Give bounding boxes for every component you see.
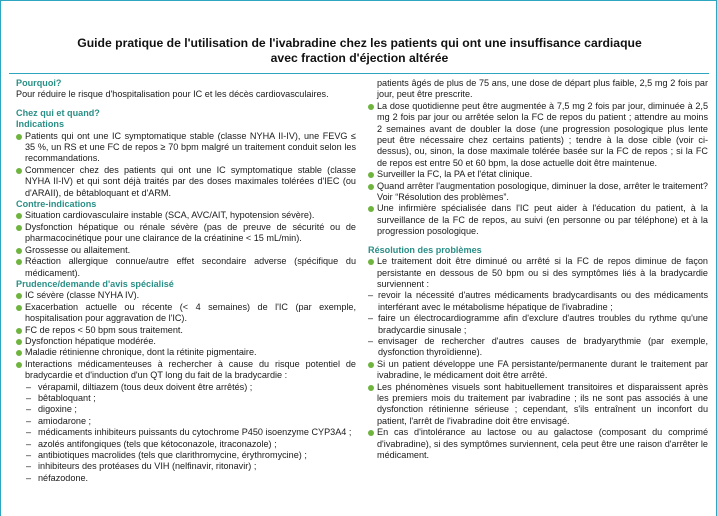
- list-item: – antibiotiques macrolides (tels que clarithromycine, érythromycine) ;: [16, 450, 356, 461]
- list-item: Surveiller la FC, la PA et l'état clinique.: [368, 169, 708, 180]
- continued-text: patients âgés de plus de 75 ans, une dose de départ plus faible, 2,5 mg 2 fois par jour, peut être prescrite.: [377, 78, 708, 100]
- dose-list: [368, 101, 708, 238]
- drug-interactions-list: [16, 382, 356, 485]
- list-item: – bêtabloquant ;: [16, 393, 356, 404]
- pourquoi-text: Pour réduire le risque d'hospitalisation pour IC et les décès cardiovasculaires.: [16, 89, 329, 100]
- list-item: Si un patient développe une FA persistante/permanente durant le traitement par ivabradine, le médicament doit être arrêté.: [368, 359, 708, 382]
- resolution-more-list: [368, 359, 708, 462]
- right-column: [368, 78, 708, 461]
- list-item: Commencer chez des patients qui ont une IC symptomatique stable (classe NYHA II-IV) et qui sont déjà traités par des doses maximales tolérées d'IEC (ou d'ARAII), de bêtabloquant et d'ARM.: [16, 165, 356, 199]
- list-item: – faire un électrocardiogramme afin d'exclure d'autres troubles du rythme qu'une bradycardie sinusale ;: [368, 313, 708, 336]
- title-divider: [9, 73, 709, 74]
- list-item: – néfazodone.: [16, 473, 356, 484]
- indications-list: [16, 131, 356, 199]
- title-line-2: avec fraction d'éjection altérée: [270, 51, 449, 65]
- list-item: Grossesse ou allaitement.: [16, 245, 356, 256]
- list-item: – vérapamil, diltiazem (tous deux doivent être arrêtés) ;: [16, 382, 356, 393]
- resolution-sub-list: [368, 290, 708, 358]
- title-line-1: Guide pratique de l'utilisation de l'ivabradine chez les patients qui ont une insuffisance cardiaque: [77, 36, 642, 50]
- list-item: Exacerbation actuelle ou récente (< 4 semaines) de l'IC (par exemple, hospitalisation pour aggravation de l'IC).: [16, 302, 356, 325]
- list-item: Les phénomènes visuels sont habituellement transitoires et disparaissent après les premiers mois du traitement par ivabradine ; ils ne sont pas associés à une dysfonction rétinienne sérieuse ; cependant, s'ils entraînent un inconfort du patient, l'arrêt de l'ivabradine doit être envisagé.: [368, 382, 708, 428]
- list-item: IC sévère (classe NYHA IV).: [16, 290, 356, 301]
- prudence-list: [16, 290, 356, 381]
- subheading-indications: Indications: [16, 119, 64, 130]
- list-item: Maladie rétinienne chronique, dont la rétinite pigmentaire.: [16, 347, 356, 358]
- list-item: – inhibiteurs des protéases du VIH (nelfinavir, ritonavir) ;: [16, 461, 356, 472]
- list-item: Réaction allergique connue/autre effet secondaire adverse (spécifique du médicament).: [16, 256, 356, 279]
- list-item: Interactions médicamenteuses à rechercher à cause du risque potentiel de bradycardie et d'induction d'un QT long du fait de la bradycardie :: [16, 359, 356, 382]
- list-item: – envisager de rechercher d'autres causes de bradyarythmie (par exemple, dysfonction thyroïdienne).: [368, 336, 708, 359]
- list-item: – médicaments inhibiteurs puissants du cytochrome P450 isoenzyme CYP3A4 ;: [16, 427, 356, 438]
- subheading-prudence: Prudence/demande d'avis spécialisé: [16, 278, 174, 289]
- page-title: [1, 36, 717, 66]
- list-item: Le traitement doit être diminué ou arrêté si la FC de repos diminue de façon persistante en dessous de 50 bpm ou si des symptômes liés à la bradycardie surviennent :: [368, 256, 708, 290]
- contre-indications-list: [16, 210, 356, 278]
- section-heading-resolution: Résolution des problèmes: [368, 244, 482, 255]
- list-item: – azolés antifongiques (tels que kétoconazole, itraconazole) ;: [16, 439, 356, 450]
- list-item: – digoxine ;: [16, 404, 356, 415]
- list-item: – amiodarone ;: [16, 416, 356, 427]
- list-item: En cas d'intolérance au lactose ou au galactose (composant du comprimé d'ivabradine), si des symptômes surviennent, cela peut être une raison d'arrêter le médicament.: [368, 427, 708, 461]
- left-column: [16, 78, 356, 484]
- list-item: Situation cardiovasculaire instable (SCA, AVC/AIT, hypotension sévère).: [16, 210, 356, 221]
- list-item: Dysfonction hépatique ou rénale sévère (pas de preuve de sécurité ou de pharmacocinétique pour une clairance de la créatinine < 15 mL/min).: [16, 222, 356, 245]
- list-item: Une infirmière spécialisée dans l'IC peut aider à l'éducation du patient, à la surveillance de la FC de repos, au suivi (en personne ou par téléphone) et à la progression posologique.: [368, 203, 708, 237]
- list-item: Quand arrêter l'augmentation posologique, diminuer la dose, arrêter le traitement? Voir “Résolution des problèmes”.: [368, 181, 708, 204]
- list-item: Patients qui ont une IC symptomatique stable (classe NYHA II-IV), une FEVG ≤ 35 %, un RS et une FC de repos ≥ 70 bpm malgré un traitement conduit selon les recommandations.: [16, 131, 356, 165]
- list-item: – revoir la nécessité d'autres médicaments bradycardisants ou des médicaments interférant avec le métabolisme hépatique de l'ivabradine ;: [368, 290, 708, 313]
- list-item: Dysfonction hépatique modérée.: [16, 336, 356, 347]
- list-item: FC de repos < 50 bpm sous traitement.: [16, 325, 356, 336]
- section-heading-pourquoi: Pourquoi?: [16, 78, 62, 88]
- resolution-list: [368, 256, 708, 290]
- list-item: La dose quotidienne peut être augmentée à 7,5 mg 2 fois par jour, diminuée à 2,5 mg 2 fois par jour ou arrêtée selon la FC de repos du patient ; attendre au moins 2 semaines avant de doubler la dose (une progression posologique plus lente peut être nécessaire chez certains patients) ; tendre à la dose cible (voir ci-dessus), ou, sinon, la dose maximale tolérée basée sur la FC de repos ; si la FC de repos est entre 50 et 60 bpm, la dose actuelle doit être maintenue.: [368, 101, 708, 169]
- section-heading-chez-qui: Chez qui et quand?: [16, 107, 100, 118]
- subheading-contre-indications: Contre-indications: [16, 199, 97, 210]
